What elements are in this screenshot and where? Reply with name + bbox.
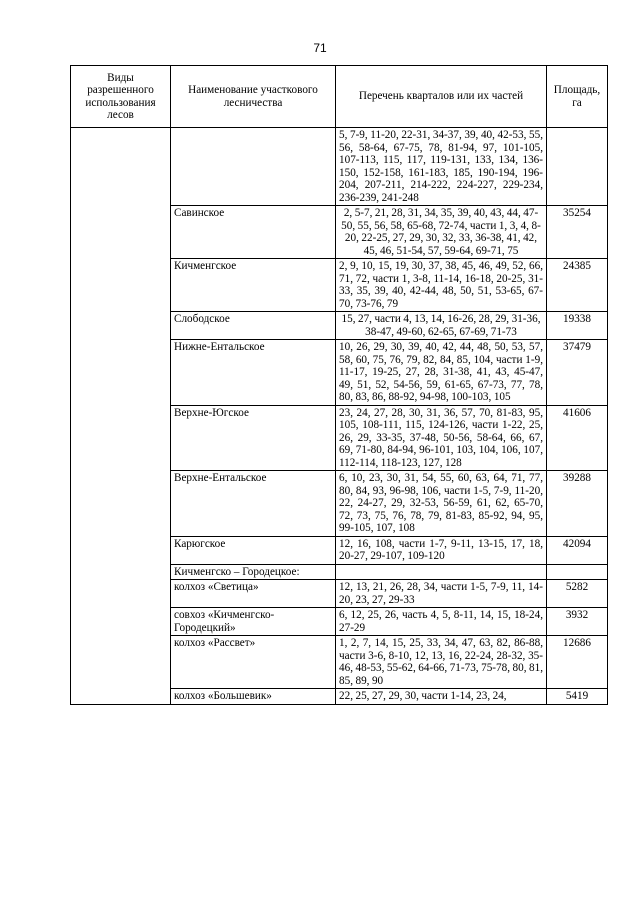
quarters-list: 10, 26, 29, 30, 39, 40, 42, 44, 48, 50, 53, 57, 58, 60, 75, 76, 79, 82, 84, 85, 104, части 1-9, 11-17, 19-25, 27, 28, 31-38, 41, 43, 45-47, 49, 51, 52, 54-56, 59, 61-65, 67-73, 77, 78, 80, 83, 86, 88-92, 94-98, 100-103, 105 xyxy=(336,340,547,406)
page-number: 71 xyxy=(313,41,327,55)
area-value xyxy=(547,564,608,580)
table-header-row xyxy=(71,66,608,128)
area-value: 12686 xyxy=(547,636,608,689)
header-type: Виды разрешенного использования лесов xyxy=(71,66,171,128)
forestry-name: Кичменгско – Городецкое: xyxy=(171,564,336,580)
area-value: 19338 xyxy=(547,312,608,340)
forestry-name: Верхне-Ентальское xyxy=(171,471,336,537)
table-row xyxy=(71,128,608,206)
forestry-name: совхоз «Кичменгско-Городецкий» xyxy=(171,608,336,636)
forestry-name: Верхне-Югское xyxy=(171,405,336,471)
header-quarters: Перечень кварталов или их частей xyxy=(336,66,547,128)
area-value: 5419 xyxy=(547,689,608,705)
forestry-name: Кичменгское xyxy=(171,259,336,312)
header-forestry: Наименование участкового лесничества xyxy=(171,66,336,128)
area-value: 3932 xyxy=(547,608,608,636)
area-value: 39288 xyxy=(547,471,608,537)
area-value: 42094 xyxy=(547,536,608,564)
forestry-name: Нижне-Ентальское xyxy=(171,340,336,406)
forestry-name: колхоз «Светица» xyxy=(171,580,336,608)
forestry-name xyxy=(171,128,336,206)
quarters-list: 15, 27, части 4, 13, 14, 16-26, 28, 29, 31-36, 38-47, 49-60, 62-65, 67-69, 71-73 xyxy=(336,312,547,340)
forestry-name: колхоз «Большевик» xyxy=(171,689,336,705)
quarters-list: 23, 24, 27, 28, 30, 31, 36, 57, 70, 81-83, 95, 105, 108-111, 115, 124-126, части 1-22, 25, 26, 29, 33-35, 37-48, 50-56, 58-64, 66, 67, 69, 71-80, 84-94, 96-101, 103, 104, 106, 107, 112-114, 118-123, 127, 128 xyxy=(336,405,547,471)
forestry-name: Савинское xyxy=(171,206,336,259)
quarters-list: 6, 10, 23, 30, 31, 54, 55, 60, 63, 64, 71, 77, 80, 84, 93, 96-98, 106, части 1-5, 7-9, 11-20, 22, 24-27, 29, 32-53, 56-59, 61, 62, 65-70, 72, 73, 75, 76, 78, 79, 81-83, 85-92, 94, 95, 99-105, 107, 108 xyxy=(336,471,547,537)
forestry-name: Карюгское xyxy=(171,536,336,564)
forest-quarters-table xyxy=(70,65,608,705)
quarters-list: 5, 7-9, 11-20, 22-31, 34-37, 39, 40, 42-53, 55, 56, 58-64, 67-75, 78, 81-94, 97, 101-105, 107-113, 115, 117, 119-131, 133, 134, 136-150, 152-158, 161-183, 185, 190-194, 196-204, 207-211, 214-222, 224-227, 229-234, 236-239, 241-248 xyxy=(336,128,547,206)
area-value: 35254 xyxy=(547,206,608,259)
quarters-list: 2, 9, 10, 15, 19, 30, 37, 38, 45, 46, 49, 52, 66, 71, 72, части 1, 3-8, 11-14, 16-18, 20-25, 31-33, 35, 39, 40, 42-44, 48, 50, 51, 53-65, 67-70, 73-76, 79 xyxy=(336,259,547,312)
forestry-name: колхоз «Рассвет» xyxy=(171,636,336,689)
quarters-list xyxy=(336,564,547,580)
area-value: 41606 xyxy=(547,405,608,471)
quarters-list: 12, 16, 108, части 1-7, 9-11, 13-15, 17, 18, 20-27, 29-107, 109-120 xyxy=(336,536,547,564)
area-value: 5282 xyxy=(547,580,608,608)
area-value: 24385 xyxy=(547,259,608,312)
forestry-name: Слободское xyxy=(171,312,336,340)
header-area: Площадь, га xyxy=(547,66,608,128)
quarters-list: 1, 2, 7, 14, 15, 25, 33, 34, 47, 63, 82, 86-88, части 3-6, 8-10, 12, 13, 16, 22-24, 28-32, 35-46, 48-53, 55-62, 64-66, 71-73, 75-78, 80, 81, 85, 89, 90 xyxy=(336,636,547,689)
quarters-list: 2, 5-7, 21, 28, 31, 34, 35, 39, 40, 43, 44, 47-50, 55, 56, 58, 65-68, 72-74, части 1, 3, 4, 8-20, 22-25, 27, 29, 30, 32, 33, 36-38, 41, 42, 45, 46, 51-54, 57, 59-64, 69-71, 75 xyxy=(336,206,547,259)
area-value: 37479 xyxy=(547,340,608,406)
quarters-list: 12, 13, 21, 26, 28, 34, части 1-5, 7-9, 11, 14-20, 23, 27, 29-33 xyxy=(336,580,547,608)
quarters-list: 6, 12, 25, 26, часть 4, 5, 8-11, 14, 15, 18-24, 27-29 xyxy=(336,608,547,636)
quarters-list: 22, 25, 27, 29, 30, части 1-14, 23, 24, xyxy=(336,689,547,705)
area-value xyxy=(547,128,608,206)
type-cell xyxy=(71,128,171,705)
